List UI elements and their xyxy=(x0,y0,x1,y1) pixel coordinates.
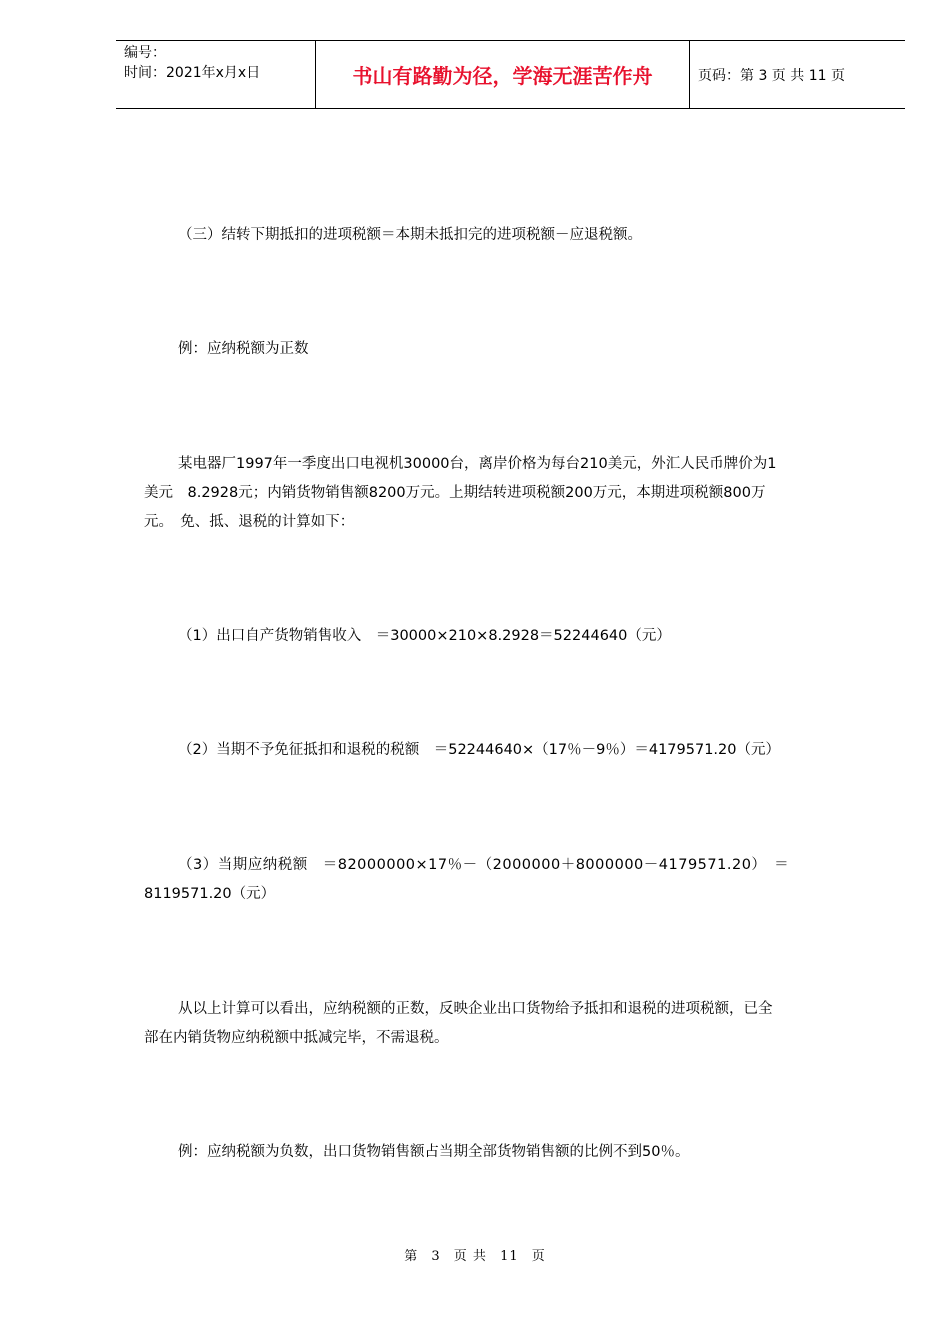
page-header xyxy=(116,40,905,109)
paragraph-carryover-formula: （三）结转下期抵扣的进项税额＝本期未抵扣完的进项税额－应退税额。 xyxy=(178,227,642,243)
footer-suffix: 页 xyxy=(531,1249,546,1264)
document-time-label: 时间：2021年x月x日 xyxy=(124,65,261,81)
paragraph-example-positive-heading: 例：应纳税额为正数 xyxy=(178,341,309,357)
header-divider xyxy=(689,41,690,108)
paragraph-step-3 xyxy=(144,851,876,909)
footer-prefix: 第 xyxy=(404,1249,419,1264)
paragraph-step-2: （2）当期不予免征抵扣和退税的税额 ＝52244640×（17％－9％）＝4179571.20（元） xyxy=(178,742,780,758)
text-line: （3）当期应纳税额 ＝82000000×17％－（2000000＋8000000－4179571.20） ＝ xyxy=(178,857,790,873)
footer-middle: 页 共 xyxy=(453,1249,487,1264)
text-line: 从以上计算可以看出，应纳税额的正数，反映企业出口货物给予抵扣和退税的进项税额，已全 xyxy=(178,1001,773,1017)
text-line: 部在内销货物应纳税额中抵减完毕，不需退税。 xyxy=(144,1030,449,1046)
document-number-label: 编号： xyxy=(124,45,166,61)
header-motto: 书山有路勤为径，学海无涯苦作舟 xyxy=(352,64,653,88)
footer-current-page: 3 xyxy=(431,1249,441,1264)
text-line: 美元 8.2928元；内销货物销售额8200万元。上期结转进项税额200万元，本期进项税额800万 xyxy=(144,485,766,501)
page-footer xyxy=(0,1245,950,1264)
paragraph-conclusion xyxy=(144,995,876,1053)
paragraph-step-1: （1）出口自产货物销售收入 ＝30000×210×8.2928＝52244640（元） xyxy=(178,628,671,644)
paragraph-example-case xyxy=(144,450,876,537)
text-line: 8119571.20（元） xyxy=(144,886,276,902)
header-page-label: 页码：第 3 页 共 11 页 xyxy=(698,67,845,84)
paragraph-example-negative-heading: 例：应纳税额为负数，出口货物销售额占当期全部货物销售额的比例不到50％。 xyxy=(178,1144,690,1160)
footer-total-pages: 11 xyxy=(500,1249,519,1264)
header-meta xyxy=(124,43,314,83)
text-line: 元。 免、抵、退税的计算如下： xyxy=(144,514,355,530)
text-line: 某电器厂1997年一季度出口电视机30000台，离岸价格为每台210美元，外汇人民币牌价为1 xyxy=(178,456,777,472)
